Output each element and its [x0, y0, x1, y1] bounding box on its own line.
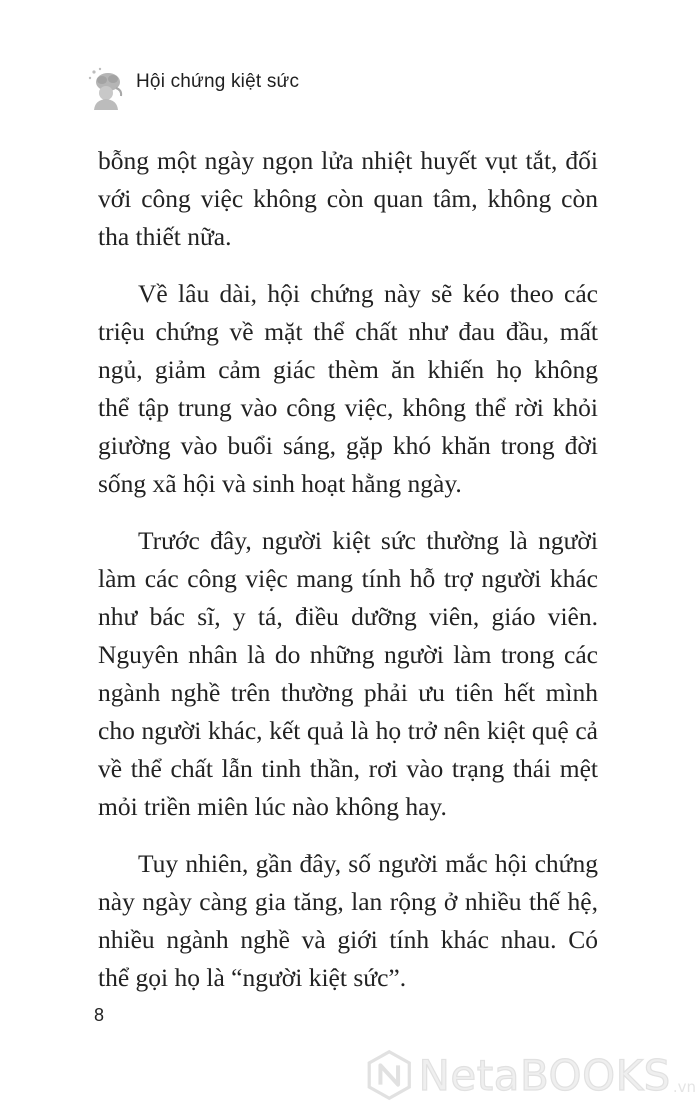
- paragraph: [98, 275, 598, 503]
- text-line: Trước đây, người kiệt sức thường là người: [138, 526, 598, 555]
- text-line: mỏi triền miên lúc nào không hay.: [98, 792, 447, 821]
- watermark-suffix: .vn: [672, 1078, 696, 1096]
- text-line: bỗng một ngày ngọn lửa nhiệt huyết vụt tắt, đối: [98, 146, 598, 175]
- text-line: sống xã hội và sinh hoạt hằng ngày.: [98, 469, 462, 498]
- body-text: [98, 142, 598, 1016]
- text-line: tha thiết nữa.: [98, 222, 232, 251]
- paragraph: [98, 845, 598, 997]
- running-header: [86, 66, 299, 110]
- text-line: Về lâu dài, hội chứng này sẽ kéo theo các: [138, 279, 598, 308]
- text-line: như bác sĩ, y tá, điều dưỡng viên, giáo viên.: [98, 602, 598, 631]
- text-line: về thể chất lẫn tinh thần, rơi vào trạng thái mệt: [98, 754, 598, 783]
- text-line: triệu chứng về mặt thể chất như đau đầu, mất: [98, 317, 598, 346]
- brain-person-icon: [86, 66, 126, 110]
- watermark: [366, 1040, 696, 1110]
- running-header-title: Hội chứng kiệt sức: [136, 71, 300, 92]
- page-number: 8: [94, 1005, 105, 1025]
- text-line: nhiều ngành nghề và giới tính khác nhau. Có: [98, 925, 598, 954]
- text-line: làm các công việc mang tính hỗ trợ người khác: [98, 564, 598, 593]
- text-line: thể tập trung vào công việc, không thể rời khỏi: [98, 393, 598, 422]
- text-line: giường vào buổi sáng, gặp khó khăn trong đời: [98, 431, 598, 460]
- text-line: ngành nghề trên thường phải ưu tiên hết mình: [98, 678, 598, 707]
- paragraph: [98, 142, 598, 256]
- text-line: với công việc không còn quan tâm, không còn: [98, 184, 598, 213]
- text-line: thể gọi họ là “người kiệt sức”.: [98, 963, 407, 992]
- text-line: này ngày càng gia tăng, lan rộng ở nhiều thế hệ,: [98, 887, 598, 916]
- text-line: ngủ, giảm cảm giác thèm ăn khiến họ không: [98, 355, 598, 384]
- text-line: cho người khác, kết quả là họ trở nên kiệt quệ cả: [98, 716, 598, 745]
- text-line: Tuy nhiên, gần đây, số người mắc hội chứng: [138, 849, 598, 878]
- text-line: Nguyên nhân là do những người làm trong các: [98, 640, 598, 669]
- paragraph: [98, 522, 598, 826]
- netabooks-n-logo-icon: [366, 1043, 412, 1107]
- watermark-text: NetaBOOKS: [418, 1050, 671, 1100]
